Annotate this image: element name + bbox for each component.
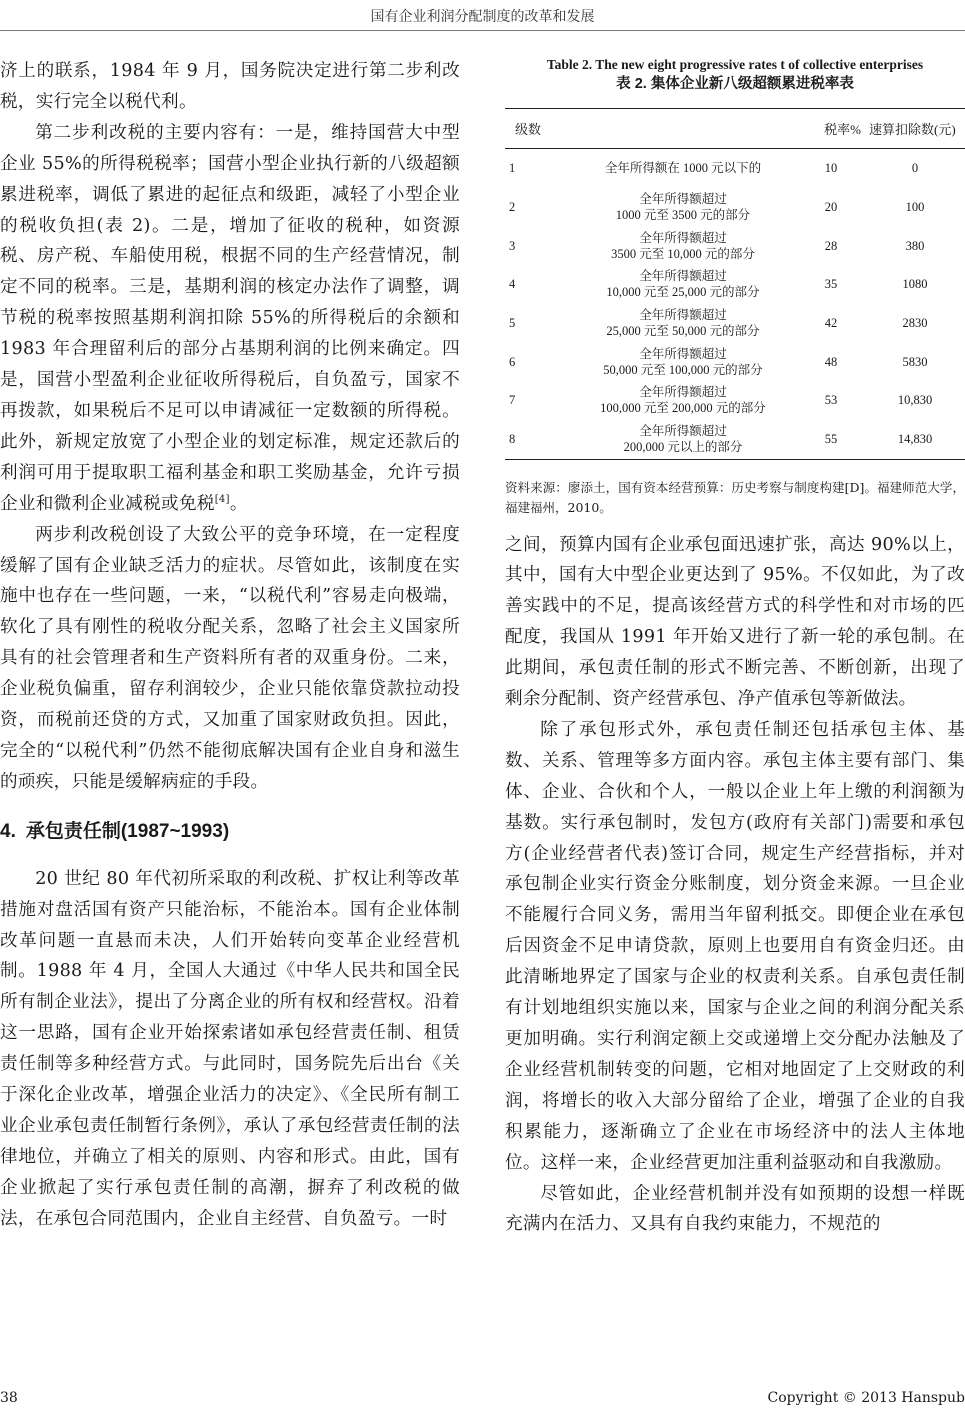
bracket-line2: 200,000 元以上的部分 <box>623 440 743 455</box>
section-heading <box>0 818 460 846</box>
deduction-cell: 0 <box>911 161 919 176</box>
bracket-line1: 全年所得额超过 <box>639 230 727 245</box>
left-column <box>0 56 460 1235</box>
deduction-cell: 10,830 <box>897 393 933 408</box>
table-row <box>505 304 965 343</box>
rate-cell: 20 <box>824 200 838 215</box>
bracket-cell <box>569 149 797 188</box>
rate-cell: 28 <box>824 238 838 253</box>
table-row <box>505 420 965 459</box>
copyright-notice: Copyright © 2013 Hanspub <box>767 1390 965 1406</box>
bracket-cell <box>569 265 797 304</box>
level-cell: 7 <box>509 393 516 408</box>
header-blank <box>569 109 797 149</box>
table-source-note: 资料来源：廖添土，国有资本经营预算：历史考察与制度构建[D]。福建师范大学，福建福州，2010。 <box>505 479 965 515</box>
page-number: 38 <box>0 1390 18 1406</box>
bracket-line1: 全年所得额超过 <box>639 346 727 361</box>
level-cell: 6 <box>509 354 516 369</box>
rate-cell: 53 <box>824 393 838 408</box>
level-cell: 4 <box>509 277 516 292</box>
bracket-line1: 全年所得额超过 <box>639 308 727 323</box>
header-level: 级数 <box>505 109 569 149</box>
deduction-cell: 5830 <box>902 354 928 369</box>
citation-ref[interactable]: [4] <box>214 493 230 505</box>
bracket-line2: 25,000 元至 50,000 元的部分 <box>606 324 760 339</box>
paragraph: 除了承包形式外，承包责任制还包括承包主体、基数、关系、管理等多方面内容。承包主体主要有部门、集体、企业、合伙和个人，一般以企业上年上缴的利润额为基数。实行承包制时，发包方(政府有关部门)需要和承包方(企业经营者代表)签订合同，规定生产经营指标，并对承包制企业实行资金分账制度，划分资金来源。一旦企业不能履行合同义务，需用当年留利抵交。即便企业在承包后因资金不足申请贷款，原则上也要用自有资金归还。由此清晰地界定了国家与企业的权责利关系。自承包责任制有计划地组织实施以来，国家与企业之间的利润分配关系更加明确。实行利润定额上交或递增上交分配办法触及了企业经营机制转变的问题，它相对地固定了上交财政的利润，将增长的收入大部分留给了企业，增强了企业的自我积累能力，逐渐确立了企业在市场经济中的法人主体地位。这样一来，企业经营更加注重利益驱动和自我激励。 <box>505 719 965 1173</box>
deduction-cell: 380 <box>905 238 925 253</box>
table-caption-en: Table 2. The new eight progressive rates t of collective enterprises <box>546 57 924 72</box>
bracket-line2: 1000 元至 3500 元的部分 <box>615 208 751 223</box>
tax-rate-table <box>505 108 965 460</box>
paragraph: 20 世纪 80 年代初所采取的利改税、扩权让利等改革措施对盘活国有资产只能治标，不能治本。国有企业体制改革问题一直悬而未决，人们开始转向变革企业经营机制。1988 年 4 月，全国人大通过《中华人民共和国全民所有制企业法》，提出了分离企业的所有权和经营权。沿着这一思路，国有企业开始探索诸如承包经营责任制、租赁责任制等多种经营方式。与此同时，国务院先后出台《关于深化企业改革，增强企业活力的决定》、《全民所有制工业企业承包责任制暂行条例》，承认了承包经营责任制的法律地位，并确立了相关的原则、内容和形式。由此，国有企业掀起了实行承包责任制的高潮，摒弃了利改税的做法，在承包合同范围内，企业自主经营、自负盈亏。一时 <box>0 868 460 1229</box>
bracket-cell <box>569 188 797 227</box>
deduction-cell: 1080 <box>902 277 928 292</box>
bracket-line1: 全年所得额超过 <box>639 192 727 207</box>
rate-cell: 10 <box>824 161 838 176</box>
bracket-line1: 全年所得额超过 <box>639 269 727 284</box>
rate-cell: 35 <box>824 277 838 292</box>
paragraph: 之间，预算内国有企业承包面迅速扩张，高达 90%以上，其中，国有大中型企业更达到了 95%。不仅如此，为了改善实践中的不足，提高该经营方式的科学性和对市场的匹配度，我国从 1991 年开始又进行了新一轮的承包制。在此期间，承包责任制的形式不断完善、不断创新，出现了剩余分配制、资产经营承包、净产值承包等新做法。 <box>505 534 965 710</box>
deduction-cell: 100 <box>905 200 925 215</box>
table-row <box>505 226 965 265</box>
right-column <box>505 56 965 1240</box>
header-deduction: 速算扣除数(元) <box>865 109 965 149</box>
header-divider <box>0 30 965 31</box>
table-row <box>505 342 965 381</box>
deduction-cell: 14,830 <box>865 420 965 459</box>
level-cell: 5 <box>509 316 516 331</box>
table-row <box>505 265 965 304</box>
paragraph: 济上的联系，1984 年 9 月，国务院决定进行第二步利改税，实行完全以税代利。 <box>0 61 460 112</box>
rate-cell: 48 <box>824 354 838 369</box>
paragraph <box>0 118 460 520</box>
table-row <box>505 381 965 420</box>
table-body <box>505 149 965 460</box>
table-header-row <box>505 109 965 149</box>
paragraph-text: 第二步利改税的主要内容有：一是，维持国营大中型企业 55%的所得税税率；国营小型企业执行新的八级超额累进税率，调低了累进的起征点和级距，减轻了小型企业的税收负担(表 2)。二是，增加了征收的税种，如资源税、房产税、车船使用税，根据不同的生产经营情况，制定不同的税率。三是，基期利润的核定办法作了调整，调节税的税率按照基期利润扣除 55%的所得税后的余额和 1983 年合理留利后的部分占基期利润的比例来确定。四是，国营小型盈利企业征收所得税后，自负盈亏，国家不再拨款，如果税后不足可以申请减征一定数额的所得税。此外，新规定放宽了小型企业的划定标准，规定还款后的利润可用于提取职工福利基金和职工奖励基金，允许亏损企业和微利企业减税或免税 <box>0 122 460 514</box>
table-row <box>505 149 965 188</box>
level-cell: 8 <box>505 420 569 459</box>
running-header: 国有企业利润分配制度的改革和发展 <box>370 9 595 25</box>
bracket-line1: 全年所得额超过 <box>639 385 727 400</box>
deduction-cell: 2830 <box>902 316 928 331</box>
bracket-cell <box>569 381 797 420</box>
header-rate: 税率% <box>797 109 865 149</box>
bracket-line1: 全年所得额超过 <box>639 424 727 439</box>
bracket-line2: 10,000 元至 25,000 元的部分 <box>606 285 760 300</box>
bracket-cell <box>569 420 797 459</box>
table-row <box>505 188 965 227</box>
level-cell: 1 <box>509 161 516 176</box>
paragraph: 两步利改税创设了大致公平的竞争环境，在一定程度缓解了国有企业缺乏活力的症状。尽管如此，该制度在实施中也存在一些问题，一来，“以税代利”容易走向极端，软化了具有刚性的税收分配关系，忽略了社会主义国家所具有的社会管理者和生产资料所有者的双重身份。二来，企业税负偏重，留存利润较少，企业只能依靠贷款拉动投资，而税前还贷的方式，又加重了国家财政负担。因此，完全的“以税代利”仍然不能彻底解决国有企业自身和滋生的顽疾，只能是缓解病症的手段。 <box>0 524 460 792</box>
level-cell: 2 <box>509 200 516 215</box>
section-title: 承包责任制(1987~1993) <box>25 820 230 842</box>
bracket-line2: 100,000 元至 200,000 元的部分 <box>600 401 766 416</box>
bracket-cell <box>569 304 797 343</box>
bracket-line2: 3500 元至 10,000 元的部分 <box>611 246 755 261</box>
rate-cell: 42 <box>824 316 838 331</box>
rate-cell: 55 <box>797 420 865 459</box>
bracket-line1: 全年所得额在 1000 元以下的 <box>604 161 762 176</box>
paragraph-end: 。 <box>229 493 248 514</box>
section-number: 4. <box>0 820 16 842</box>
level-cell: 3 <box>509 238 516 253</box>
table-caption-zh: 表 2. 集体企业新八级超额累进税率表 <box>616 76 854 92</box>
paragraph: 尽管如此，企业经营机制并没有如预期的设想一样既充满内在活力、又具有自我约束能力，不规范的 <box>505 1183 965 1235</box>
bracket-cell <box>569 342 797 381</box>
bracket-cell <box>569 226 797 265</box>
bracket-line2: 50,000 元至 100,000 元的部分 <box>603 362 763 377</box>
